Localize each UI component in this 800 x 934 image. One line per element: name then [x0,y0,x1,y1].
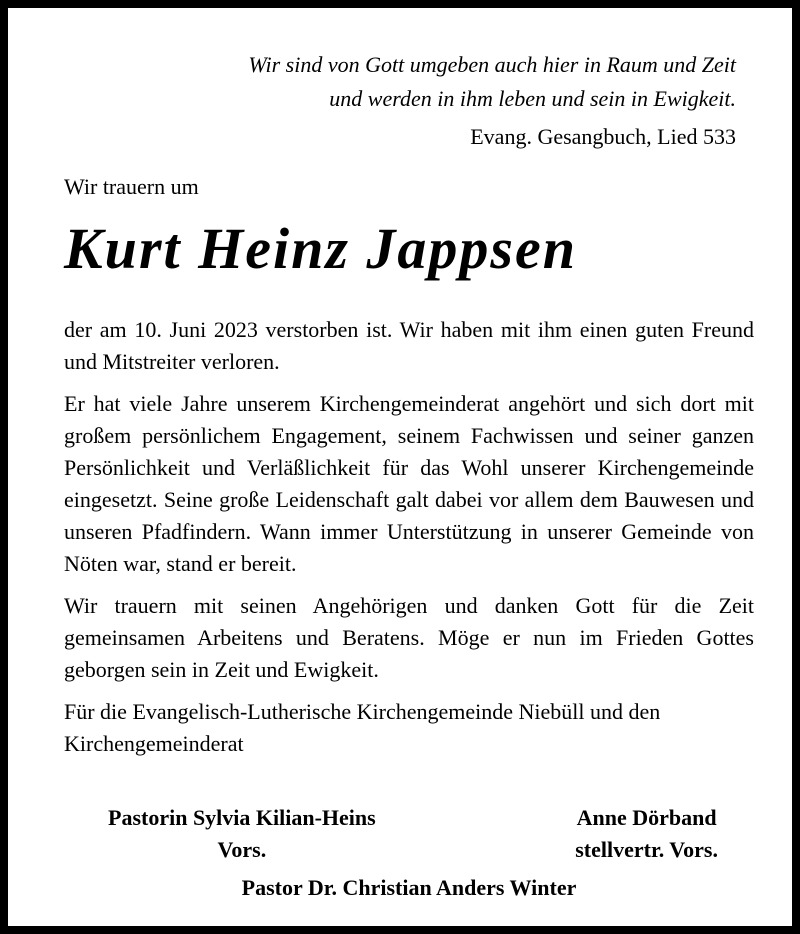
paragraph-on-behalf: Für die Evangelisch-Lutherische Kirchengemeinde Niebüll und den Kirchengemeinderat [64,699,661,756]
intro-line: Wir trauern um [64,174,199,199]
paragraph-engagement: Er hat viele Jahre unserem Kirchengemeinderat angehört und sich dort mit großem persönlichem Engagement, seinem Fachwissen und seiner ganzen Persönlichkeit und Verläßlichkeit für das Wohl unserer Kirchengemeinde eingesetzt. Seine große Leidenschaft galt dabei vor allem dem Bauwesen und unseren Pfadfindern. Wann immer Unterstützung in unserer Gemeinde von Nöten war, stand er bereit. [64,391,754,576]
paragraph-mourning: Wir trauern mit seinen Angehörigen und danken Gott für die Zeit gemeinsamen Arbeitens und Beratens. Möge er nun im Frieden Gottes geborgen sein in Zeit und Ewigkeit. [64,593,754,682]
signature-right-name: Anne Dörband [576,805,717,830]
signature-left [108,802,376,866]
signature-left-name: Pastorin Sylvia Kilian-Heins [108,805,376,830]
signature-right [575,802,718,866]
hymn-quote [248,48,736,116]
signature-center-name: Pastor Dr. Christian Anders Winter [241,875,577,900]
deceased-name: Kurt Heinz Jappsen [64,216,577,281]
paragraph-death-date: der am 10. Juni 2023 verstorben ist. Wir haben mit ihm einen guten Freund und Mitstreiter verloren. [64,317,754,374]
signature-left-role: Vors. [217,837,267,862]
signatures [64,802,754,904]
signature-right-role: stellvertr. Vors. [575,837,718,862]
notice-body [64,314,754,770]
hymn-source: Evang. Gesangbuch, Lied 533 [470,124,736,149]
hymn-quote-line-1: Wir sind von Gott umgeben auch hier in Raum und Zeit [248,52,736,77]
hymn-quote-line-2: und werden in ihm leben und sein in Ewigkeit. [329,86,736,111]
